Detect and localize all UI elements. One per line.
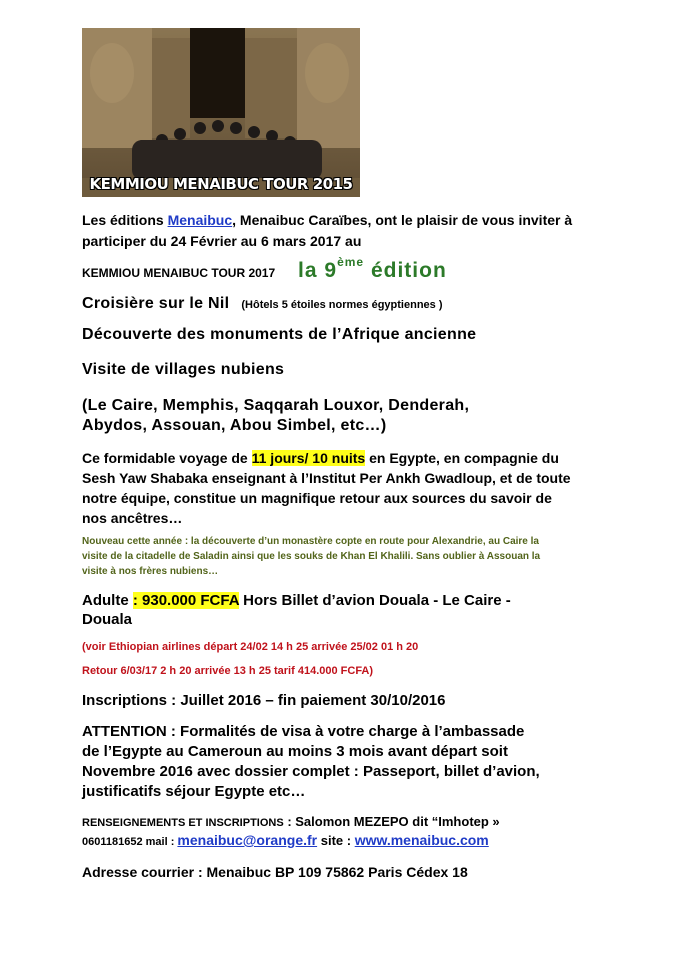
- places-line-1: (Le Caire, Memphis, Saqqarah Louxor, Denderah,: [82, 397, 470, 414]
- edition-prefix: la 9: [298, 259, 338, 282]
- price-note: Hors Billet d’avion Douala - Le Caire -: [239, 592, 511, 609]
- photo-illustration: [82, 28, 360, 197]
- decouverte-line: Découverte des monuments de l’Afrique ancienne: [82, 326, 477, 343]
- voyage-text-1: Ce formidable voyage de: [82, 450, 252, 466]
- duration-highlight: 11 jours/ 10 nuits: [251, 450, 366, 466]
- intro-text-2: , Menaibuc Caraïbes, ont le plaisir de vous inviter à: [232, 212, 573, 228]
- attention-line-2: de l’Egypte au Cameroun au moins 3 mois avant départ soit: [82, 743, 508, 760]
- website-link[interactable]: www.menaibuc.com: [354, 832, 489, 848]
- inscriptions-line: Inscriptions : Juillet 2016 – fin paiement 30/10/2016: [82, 692, 446, 709]
- photo-caption: KEMMIOU MENAIBUC TOUR 2015: [89, 175, 353, 193]
- voyage-line-2: Sesh Yaw Shabaka enseignant à l’Institut Per Ankh Gwadloup, et de toute: [82, 470, 571, 486]
- voyage-text-2: en Egypte, en compagnie du: [365, 450, 559, 466]
- attention-line-1: ATTENTION : Formalités de visa à votre charge à l’ambassade: [82, 723, 525, 740]
- nouveau-line-1: Nouveau cette année : la découverte d’un monastère copte en route pour Alexandrie, au Caire la: [82, 536, 539, 547]
- croisiere-text: Croisière sur le Nil: [82, 295, 230, 312]
- price-label: Adulte: [82, 592, 133, 609]
- voyage-line-3: notre équipe, constitue un magnifique retour aux sources du savoir de: [82, 490, 552, 506]
- contact-label: RENSEIGNEMENTS ET INSCRIPTIONS: [82, 817, 284, 829]
- contact-line-2: [82, 832, 489, 850]
- places-line-2: Abydos, Assouan, Abou Simbel, etc…): [82, 417, 387, 434]
- nouveau-line-3: visite à nos frères nubiens…: [82, 566, 219, 577]
- address-line: Adresse courrier : Menaibuc BP 109 75862 Paris Cédex 18: [82, 864, 468, 880]
- intro-line-1: [82, 212, 572, 228]
- attention-line-3: Novembre 2016 avec dossier complet : Passeport, billet d’avion,: [82, 763, 540, 780]
- contact-line-1: [82, 813, 500, 831]
- group-photo: [82, 28, 360, 197]
- tour-title: [82, 255, 447, 283]
- edition-badge: [298, 255, 447, 282]
- site-label: site :: [317, 833, 355, 848]
- contact-phone: 0601181652 mail :: [82, 836, 178, 848]
- croisiere-line: [82, 295, 443, 313]
- voyage-line-1: [82, 450, 559, 466]
- email-link[interactable]: menaibuc@orange.fr: [177, 832, 318, 848]
- menaibuc-link[interactable]: Menaibuc: [167, 212, 233, 228]
- contact-person: : Salomon MEZEPO dit “Imhotep »: [283, 814, 500, 829]
- edition-suffix: édition: [364, 259, 447, 282]
- voyage-line-4: nos ancêtres…: [82, 510, 183, 526]
- hotels-note: (Hôtels 5 étoiles normes égyptiennes ): [241, 299, 443, 311]
- attention-line-4: justificatifs séjour Egypte etc…: [82, 783, 306, 800]
- flights-line-2: Retour 6/03/17 2 h 20 arrivée 13 h 25 tarif 414.000 FCFA): [82, 665, 374, 677]
- price-value: : 930.000 FCFA: [132, 592, 240, 609]
- price-line: [82, 592, 511, 609]
- flights-line-1: (voir Ethiopian airlines départ 24/02 14 h 25 arrivée 25/02 01 h 20: [82, 641, 419, 653]
- tour-name: KEMMIOU MENAIBUC TOUR 2017: [82, 266, 276, 280]
- intro-text-1: Les éditions: [82, 212, 168, 228]
- edition-sup: ème: [337, 255, 365, 269]
- nouveau-line-2: visite de la citadelle de Saladin ainsi que les souks de Khan El Khalili. Sans oublier à Assouan la: [82, 551, 541, 562]
- visite-line: Visite de villages nubiens: [82, 361, 285, 378]
- intro-line-2: participer du 24 Février au 6 mars 2017 au: [82, 233, 362, 249]
- price-note-line-2: Douala: [82, 611, 133, 628]
